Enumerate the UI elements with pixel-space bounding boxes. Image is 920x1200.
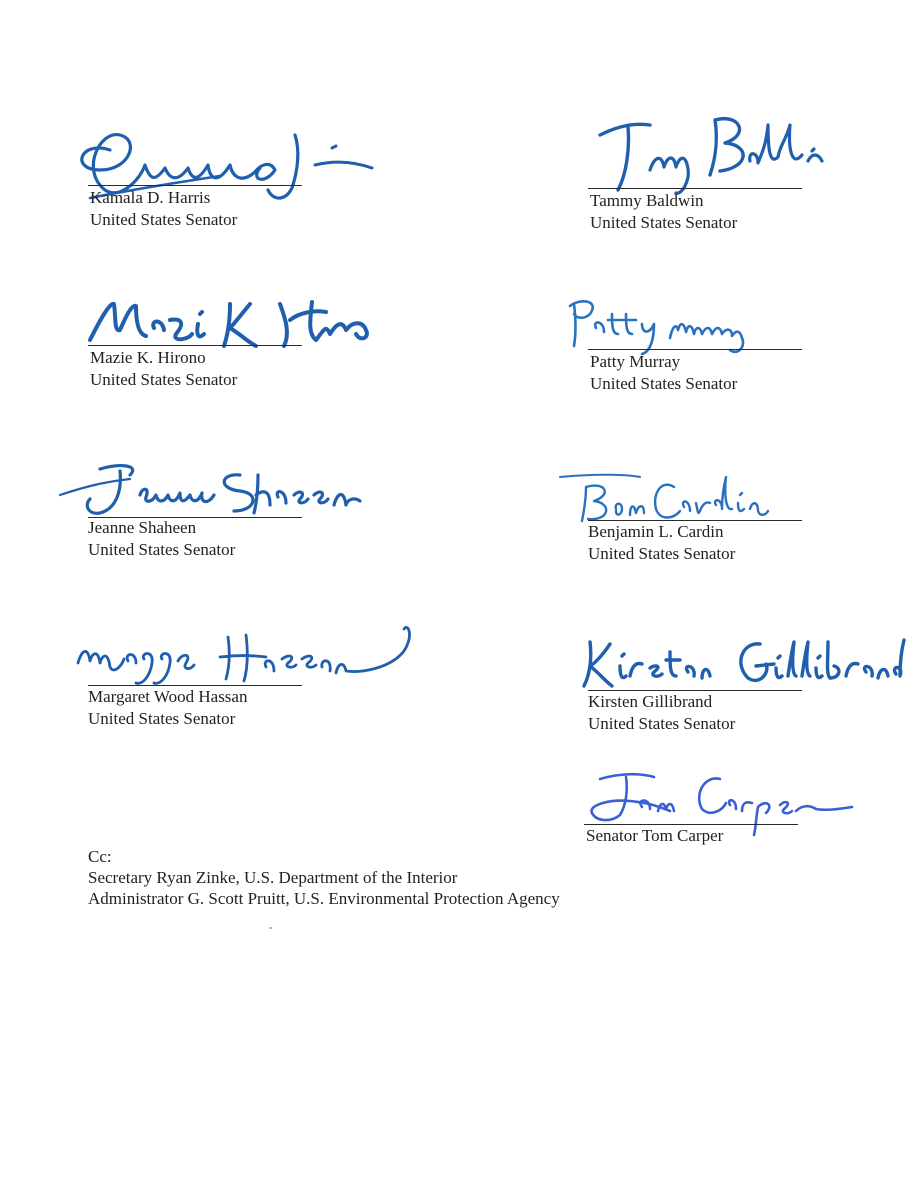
cc-block [88, 846, 560, 909]
signature-block-hassan [70, 615, 410, 765]
page-speck [269, 927, 272, 929]
signatory-title: United States Senator [88, 540, 236, 559]
signature-rule [588, 520, 802, 521]
signatory-name: Patty Murray [590, 352, 681, 371]
signature-block-harris [70, 110, 410, 260]
cc-label: Cc: [88, 847, 112, 866]
signature-rule [588, 690, 802, 691]
signature-block-baldwin [570, 95, 910, 245]
signature-rule [88, 685, 302, 686]
signatory-name: Mazie K. Hirono [90, 348, 206, 367]
cc-line: Secretary Ryan Zinke, U.S. Department of the Interior [88, 868, 458, 887]
signatory-title: United States Senator [588, 544, 736, 563]
signatory-name: Senator Tom Carper [586, 826, 724, 845]
signatory-title: United States Senator [590, 374, 738, 393]
signature-block-shaheen [70, 455, 410, 605]
signature-block-carper [570, 765, 910, 915]
signature-rule [588, 188, 802, 189]
signatory-title: United States Senator [90, 370, 238, 389]
signatory-title: United States Senator [90, 210, 238, 229]
signature-rule [88, 185, 302, 186]
signatory-name: Margaret Wood Hassan [88, 687, 248, 706]
signatory-name: Tammy Baldwin [590, 191, 704, 210]
signature-block-gillibrand [570, 630, 910, 780]
signatory-title: United States Senator [590, 213, 738, 232]
signature-rule [584, 824, 798, 825]
signature-block-murray [570, 290, 910, 440]
cc-line: Administrator G. Scott Pruitt, U.S. Environmental Protection Agency [88, 889, 560, 908]
signatory-name: Jeanne Shaheen [88, 518, 197, 537]
signature-rule [588, 349, 802, 350]
signatory-name: Benjamin L. Cardin [588, 522, 724, 541]
signature-rule [88, 345, 302, 346]
signature-block-hirono [70, 290, 410, 440]
signatory-name: Kirsten Gillibrand [588, 692, 713, 711]
signatory-title: United States Senator [588, 714, 736, 733]
signatory-title: United States Senator [88, 709, 236, 728]
signature-block-cardin [570, 465, 910, 615]
signatory-name: Kamala D. Harris [90, 188, 211, 207]
